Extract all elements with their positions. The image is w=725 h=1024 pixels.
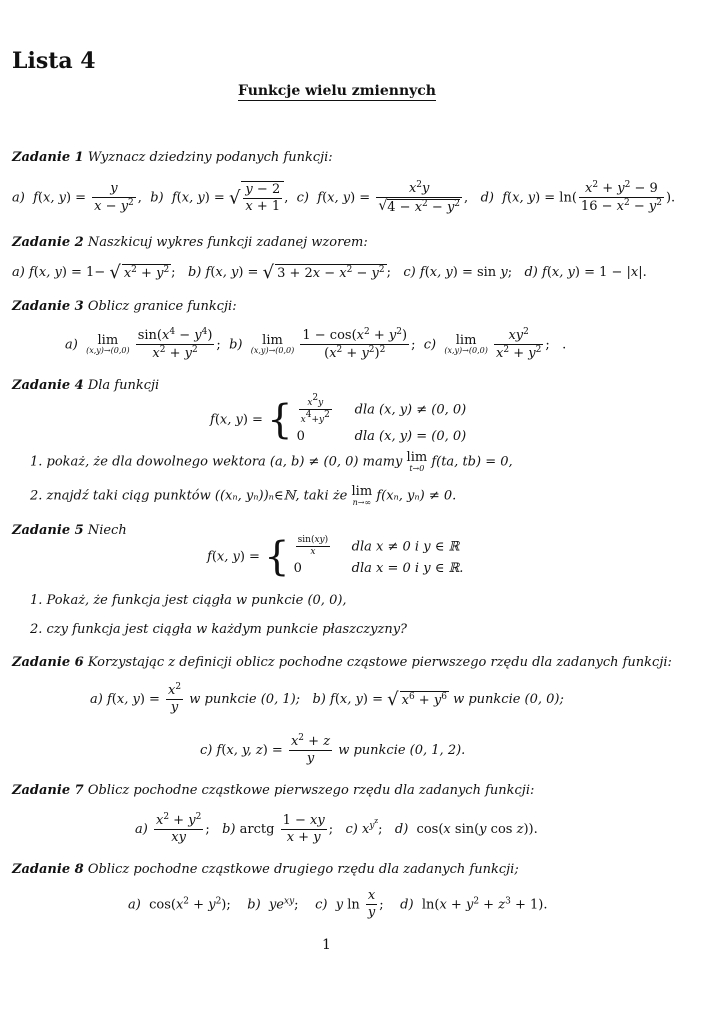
task-2-text: Naszkicuj wykres funkcji zadanej wzorem: [87,235,368,250]
task-5-item-2-text: 2. czy funkcja jest ciągła w każdym punkcie płaszczyzny? [30,622,408,637]
task-3-text: Oblicz granice funkcji: [87,299,237,314]
task-4-case-2: dla (x, y) = (0, 0) [354,428,467,444]
task-2-formulas: a) f(x, y) = 1− √ $x^2 + y^2$ ; b) f(x, y) = √ $3 + 2x - x^2 - y^2$ ; c) f(x, y) = sin y; d) f(x, y) = 1 − |x|. [12,262,647,283]
task-4-item-2-end: f(xₙ, yₙ) ≠ 0. [376,488,457,504]
task-7-text: Oblicz pochodne cząstkowe pierwszego rzędu dla zadanych funkcji: [87,783,535,798]
task-4-definition: f(x, y) = { $\frac{x^2y}{x^4+y^2}$ dla (x, y) ≠ (0, 0) 0 dla (x, y) = (0, 0) [210,393,467,444]
task-4-text: Dla funkcji [87,378,160,393]
task-6-point-a: w punkcie (0, 1); [189,691,301,707]
page-subtitle: Funkcje wielu zmiennych [238,83,436,99]
task-8-formulas: a) $\cos(x^2 + y^2)$; b) $ye^{xy}$; c) y ln $\frac{x}{y}$ ; d) $\ln(x + y^2 + z^3 + 1)$. [128,888,548,921]
page-number: 1 [322,937,331,953]
task-5-text: Niech [87,523,127,538]
task-8-heading [12,862,519,877]
task-5-item-1-text: 1. Pokaż, że funkcja jest ciągła w punkcie (0, 0), [30,593,347,608]
task-6-formula-c: c) f(x, y, z) = $\frac{x^2 + z}{y}$ w punkcie (0, 1, 2). [200,733,466,767]
task-6-formulas-ab: a) f(x, y) = $\frac{x^2}{y}$ w punkcie (0, 1); b) f(x, y) = √ $x^6 + y^6$ w punkcie (0, 0); [90,682,564,716]
task-2-label: Zadanie 2 [12,235,84,250]
task-5-heading [12,523,127,538]
task-6-label: Zadanie 6 [12,655,84,670]
task-5-label: Zadanie 5 [12,523,84,538]
task-7-heading [12,783,534,798]
task-4-item-1: 1. pokaż, że dla dowolnego wektora (a, b) ≠ (0, 0) mamy lim t→0 f(ta, tb) = 0, [30,450,513,473]
task-4-item-1-end: f(ta, tb) = 0, [431,454,513,470]
task-1-heading [12,150,333,165]
task-6-point-c: w punkcie (0, 1, 2). [338,742,466,758]
task-6-text: Korzystając z definicji oblicz pochodne cząstowe pierwszego rzędu dla zadanych funkcji: [87,655,672,670]
task-7-formulas: a) $\frac{x^2 + y^2}{xy}$ ; b) arctg $\frac{1 - xy}{x + y}$ ; c) $x^{y^z}$; d) cos(x sin(y cos z)). [135,812,538,846]
task-1-text: Wyznacz dziedziny podanych funkcji: [87,150,333,165]
task-4-item-1-text: 1. pokaż, że dla dowolnego wektora (a, b) ≠ (0, 0) mamy [30,454,403,470]
task-5-case-2: dla x = 0 i y ∈ ℝ. [351,560,464,576]
page-title: Lista 4 [12,48,96,74]
task-6-point-b: w punkcie (0, 0); [453,691,564,707]
task-5-definition: f(x, y) = { $\frac{\sin(xy)}{x}$ dla x ≠ 0 i y ∈ ℝ 0 dla x = 0 i y ∈ ℝ. [207,534,464,581]
task-5-item-1 [30,593,347,608]
task-1-formulas: a) f(x, y) = $\frac{y}{x - y^2}$ , b) f(x, y) = √ $\frac{y - 2}{x + 1}$ , c) f(x, y) = $\frac{x^2y}{√4 - x^2 - y^2}$ , d) f(x, y) = ln( $\frac{x^2 + y^2 - 9}{16 - x^2 - y^2}$ ). [12,180,676,215]
task-3-heading [12,299,237,314]
task-4-heading [12,378,159,393]
task-4-item-2: 2. znajdź taki ciąg punktów ((xₙ, yₙ))ₙ∈ℕ, taki że lim n→∞ f(xₙ, yₙ) ≠ 0. [30,484,457,507]
task-8-text: Oblicz pochodne cząstkowe drugiego rzędu dla zadanych funkcji; [87,862,519,877]
task-3-formulas: a) lim (x,y)→(0,0) $\frac{\sin(x^4 - y^4)}{x^2 + y^2}$ ; b) lim (x,y)→(0,0) $\frac{1 - \cos(x^2 + y^2)}{(x^2 + y^2)^2}$ ; c) lim (x,y)→(0,0) $\frac{xy^2}{x^2 + y^2}$ ; . [65,327,567,362]
task-5-item-2 [30,622,407,637]
task-2-heading [12,235,368,250]
task-4-label: Zadanie 4 [12,378,84,393]
task-4-case-1: dla (x, y) ≠ (0, 0) [354,402,467,418]
task-6-heading [12,655,672,670]
task-7-label: Zadanie 7 [12,783,84,798]
task-1-label: Zadanie 1 [12,150,84,165]
task-4-item-2-text: 2. znajdź taki ciąg punktów ((xₙ, yₙ))ₙ∈ℕ, taki że [30,488,348,504]
task-3-label: Zadanie 3 [12,299,84,314]
task-8-label: Zadanie 8 [12,862,84,877]
task-5-case-1: dla x ≠ 0 i y ∈ ℝ [351,539,460,555]
